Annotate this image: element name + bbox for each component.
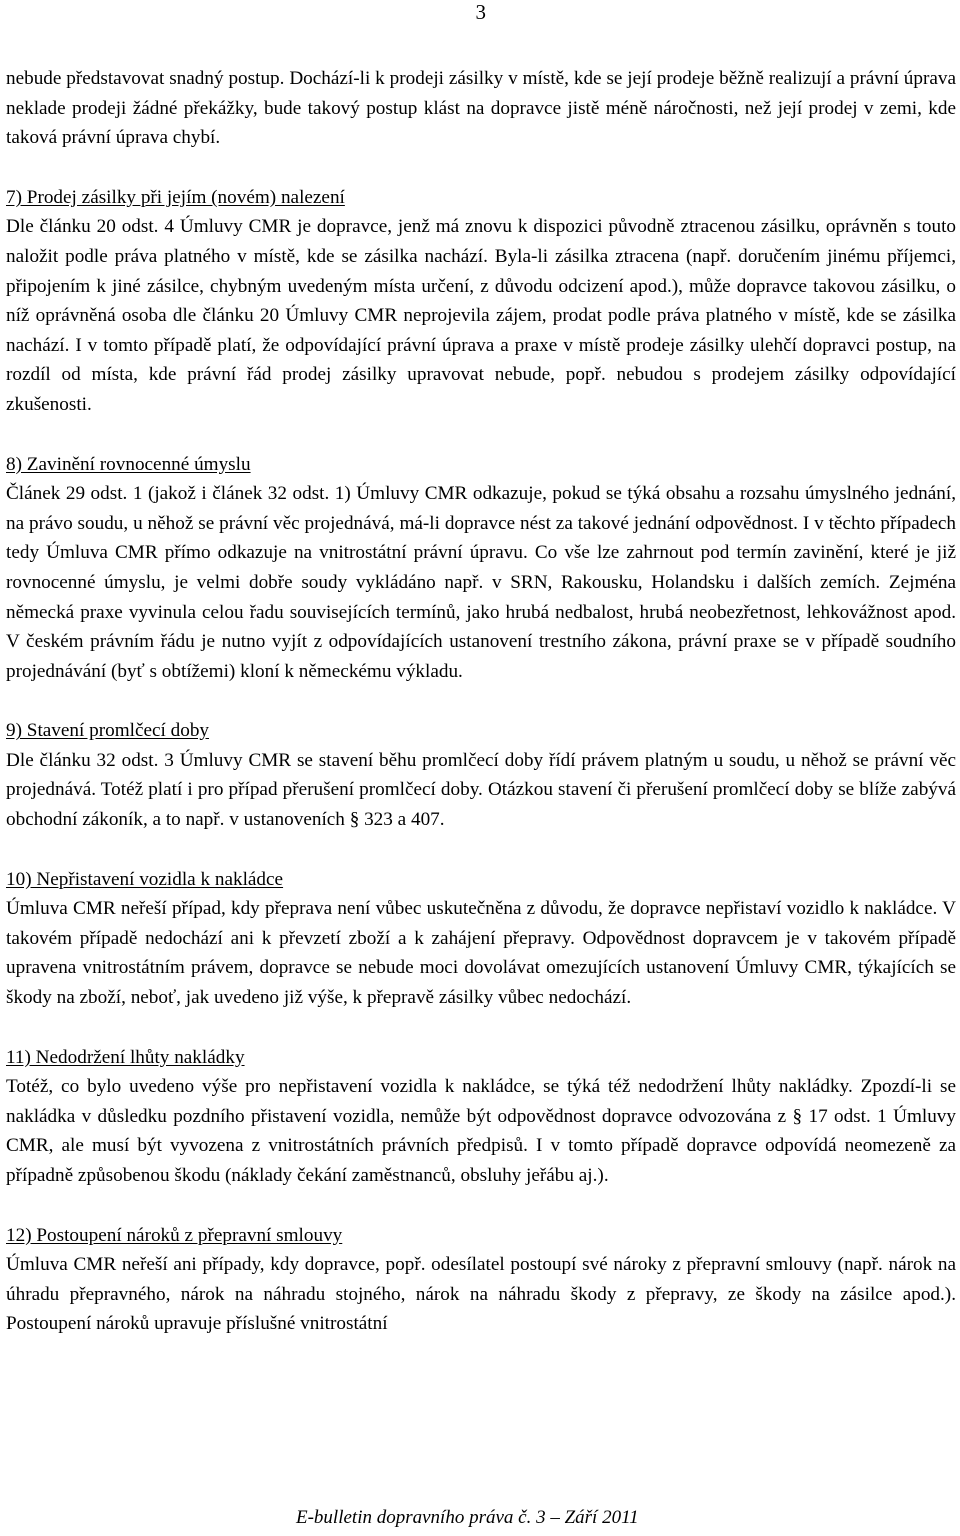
section-10	[6, 865, 956, 1013]
document-body	[6, 64, 956, 1339]
section-title: 11) Nedodržení lhůty nakládky	[6, 1046, 245, 1068]
section-8	[6, 450, 956, 687]
intro-paragraph: nebude představovat snadný postup. Dochází-li k prodeji zásilky v místě, kde se její prodeje běžně realizují a právní úprava neklade prodeji žádné překážky, bude takový postup klást na dopravce jistě méně náročnosti, než její prodej v zemi, kde taková právní úprava chybí.	[6, 68, 956, 149]
section-body: Dle článku 32 odst. 3 Úmluvy CMR se stavení běhu promlčecí doby řídí právem platným u soudu, u něhož se právní věc projednává. Totéž platí i pro případ přerušení promlčecí doby. Otázkou stavení či přerušení promlčecí doby se blíže zabývá obchodní zákoník, a to např. v ustanoveních § 323 a 407.	[6, 749, 956, 831]
section-body: Dle článku 20 odst. 4 Úmluvy CMR je dopravce, jenž má znovu k dispozici původně ztracenou zásilku, oprávněn s touto naložit podle práva platného v místě, kde se zásilka nachází. Byla-li zásilka ztracena (např. doručením jinému příjemci, připojením k jiné zásilce, chybným uvedeným místa určení, z důvodu odcizení apod.), může dopravce takovou zásilku, o níž oprávněná osoba dle článku 20 Úmluvy CMR neprojevila zájem, prodat podle práva platného v místě, kde se zásilka nachází. I v tomto případě platí, že odpovídající právní úprava a praxe v místě prodeje zásilky ulehčí dopravci postup, na rozdíl od místa, kde právní řád prodej zásilky upravovat nebude, popř. nebudou s prodejem zásilky odpovídající zkušenosti.	[6, 216, 956, 415]
section-title: 7) Prodej zásilky při jejím (novém) nalezení	[6, 186, 345, 208]
section-title: 12) Postoupení nároků z přepravní smlouvy	[6, 1224, 343, 1246]
section-7	[6, 183, 956, 420]
page-footer: E-bulletin dopravního práva č. 3 – Září 2011	[296, 1507, 639, 1528]
section-body: Totéž, co bylo uvedeno výše pro nepřistavení vozidla k nakládce, se týká též nedodržení lhůty nakládky. Zpozdí-li se nakládka v důsledku pozdního přistavení vozidla, nemůže být odpovědnost dopravce odvozována z § 17 odst. 1 Úmluvy CMR, ale musí být vyvozena z vnitrostátních právních předpisů. I v tomto případě dopravce odpovídá neomezeně za případně způsobenou škodu (náklady čekání zaměstnanců, obsluhy jeřábu aj.).	[6, 1076, 956, 1186]
section-body: Úmluva CMR neřeší případ, kdy přeprava není vůbec uskutečněna z důvodu, že dopravce nepřistaví vozidlo k nakládce. V takovém případě nedochází ani k převzetí zboží a k zahájení přepravy. Odpovědnost dopravcem je v takovém případě upravena vnitrostátním právem, dopravce se nebude moci dovolávat omezujících ustanovení Úmluvy CMR, týkajících se škody na zboží, neboť, jak uvedeno již výše, k přepravě zásilky vůbec nedochází.	[6, 898, 956, 1009]
section-title: 10) Nepřistavení vozidla k nakládce	[6, 868, 284, 890]
section-body: Článek 29 odst. 1 (jakož i článek 32 odst. 1) Úmluvy CMR odkazuje, pokud se týká obsahu a rozsahu úmyslného jednání, na právo soudu, u něhož se právní věc projednává, má-li dopravce nést za takové jednání odpovědnost. I v těchto případech tedy Úmluva CMR přímo odkazuje na vnitrostátní právní úpravu. Co vše lze zahrnout pod termín zavinění, které je již rovnocenné úmyslu, je velmi dobře soudy vykládáno např. v SRN, Rakousku, Holandsku i dalších zemích. Zejména německá praxe vyvinula celou řadu souvisejících termínů, jako hrubá nedbalost, hrubá neobezřetnost, lehkovážnost apod. V českém právním řádu je nutno vyjít z odpovídajících ustanovení trestního zákona, právní praxe se v případě soudního projednávání (byť s obtížemi) kloní k německému výkladu.	[6, 483, 956, 682]
section-9	[6, 716, 956, 834]
page-number: 3	[475, 0, 486, 24]
section-11	[6, 1043, 956, 1191]
section-title: 9) Stavení promlčecí doby	[6, 720, 210, 742]
section-12	[6, 1221, 956, 1339]
section-title: 8) Zavinění rovnocenné úmyslu	[6, 453, 251, 475]
section-body: Úmluva CMR neřeší ani případy, kdy dopravce, popř. odesílatel postoupí své nároky z přepravní smlouvy (např. nárok na úhradu přepravného, nárok na náhradu stojného, nárok na náhradu škody z přepravy, ze škody na zásilce apod.). Postoupení nároků upravuje příslušné vnitrostátní	[6, 1254, 956, 1335]
